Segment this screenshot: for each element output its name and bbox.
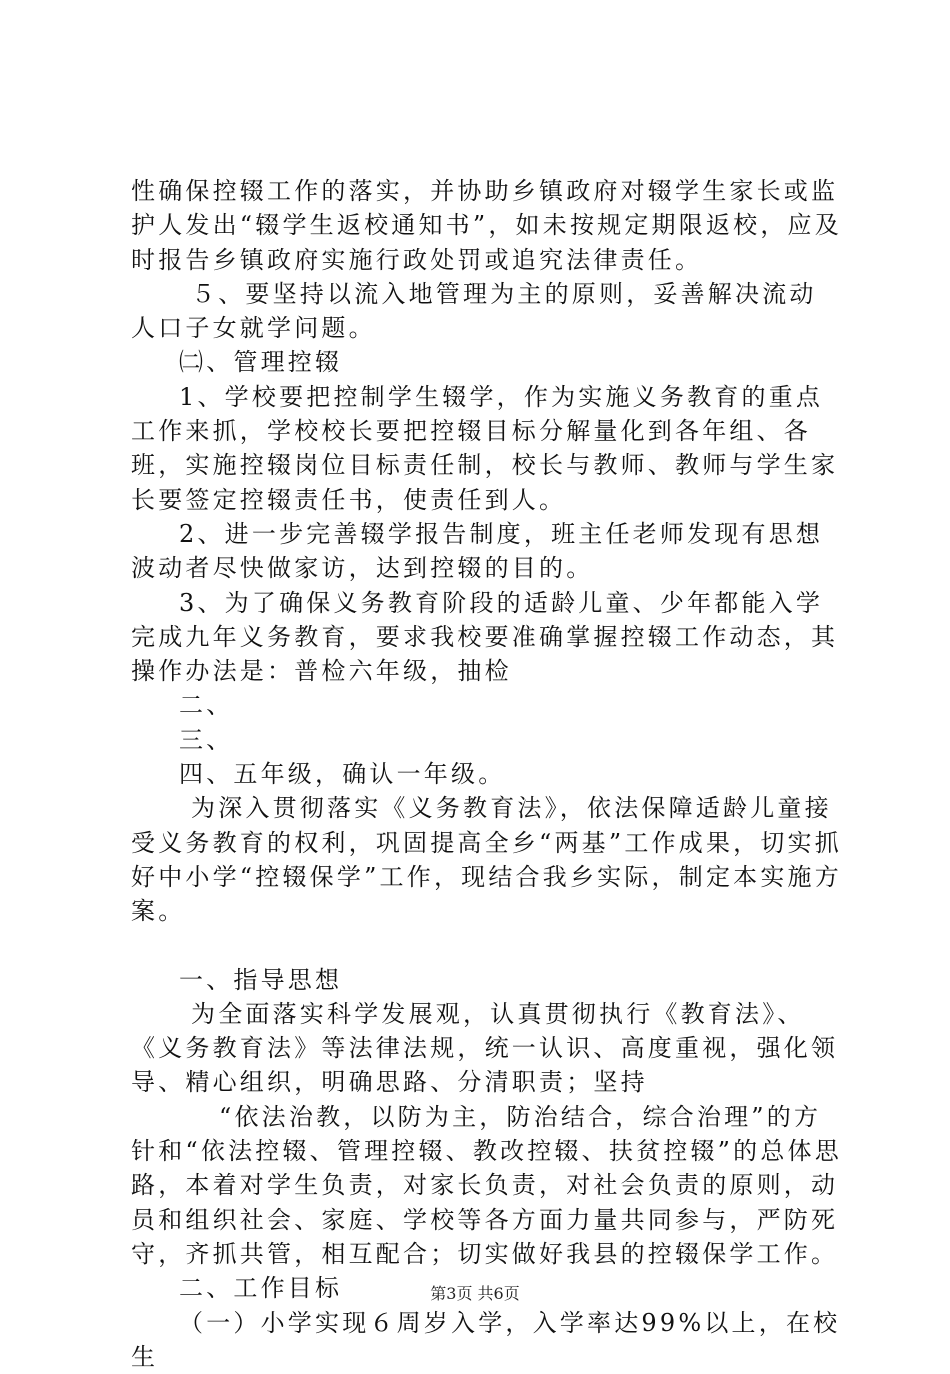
paragraph-item-1: 1、学校要把控制学生辍学，作为实施义务教育的重点工作来抓，学校校长要把控辍目标分解量化到各年组、各班，实施控辍岗位目标责任制，校长与教师、教师与学生家长要签定控辍责任书，使责任到人。	[131, 380, 843, 517]
paragraph-grade-4-5: 四、五年级，确认一年级。	[131, 757, 843, 791]
paragraph-guiding-ideology: 为全面落实科学发展观，认真贯彻执行《教育法》、《义务教育法》等法律法规，统一认识、高度重视，强化领导、精心组织，明确思路、分清职责；坚持	[131, 997, 843, 1100]
document-body	[131, 174, 843, 1374]
paragraph-gap	[131, 929, 843, 963]
paragraph-item-3: 3、为了确保义务教育阶段的适龄儿童、少年都能入学完成九年义务教育，要求我校要准确掌握控辍工作动态，其操作办法是：普检六年级，抽检	[131, 586, 843, 689]
section-heading-management: ㈡、管理控辍	[131, 345, 843, 379]
paragraph-grade-2: 二、	[131, 688, 843, 722]
paragraph-goal-1: （一）小学实现６周岁入学，入学率达99%以上，在校生	[131, 1306, 843, 1374]
paragraph-grade-3: 三、	[131, 723, 843, 757]
page-number-footer: 第3页 共6页	[0, 1281, 950, 1304]
paragraph-item-5: ５、要坚持以流入地管理为主的原则，妥善解决流动人口子女就学问题。	[131, 277, 843, 346]
paragraph-principles: “依法治教，以防为主，防治结合，综合治理”的方针和“依法控辍、管理控辍、教改控辍、扶贫控辍”的总体思路，本着对学生负责，对家长负责，对社会负责的原则，动员和组织社会、家庭、学校等各方面力量共同参与，严防死守，齐抓共管，相互配合；切实做好我县的控辍保学工作。	[131, 1100, 843, 1271]
paragraph-item-2: 2、进一步完善辍学报告制度，班主任老师发现有思想波动者尽快做家访，达到控辍的目的。	[131, 517, 843, 586]
paragraph-intro: 为深入贯彻落实《义务教育法》，依法保障适龄儿童接受义务教育的权利，巩固提高全乡“两基”工作成果，切实抓好中小学“控辍保学”工作，现结合我乡实际，制定本实施方案。	[131, 791, 843, 928]
section-heading-guiding-ideology: 一、指导思想	[131, 963, 843, 997]
paragraph-continuation: 性确保控辍工作的落实，并协助乡镇政府对辍学生家长或监护人发出“辍学生返校通知书”，如未按规定期限返校，应及时报告乡镇政府实施行政处罚或追究法律责任。	[131, 174, 843, 277]
section-heading-work-goals: 二、工作目标	[131, 1271, 843, 1305]
